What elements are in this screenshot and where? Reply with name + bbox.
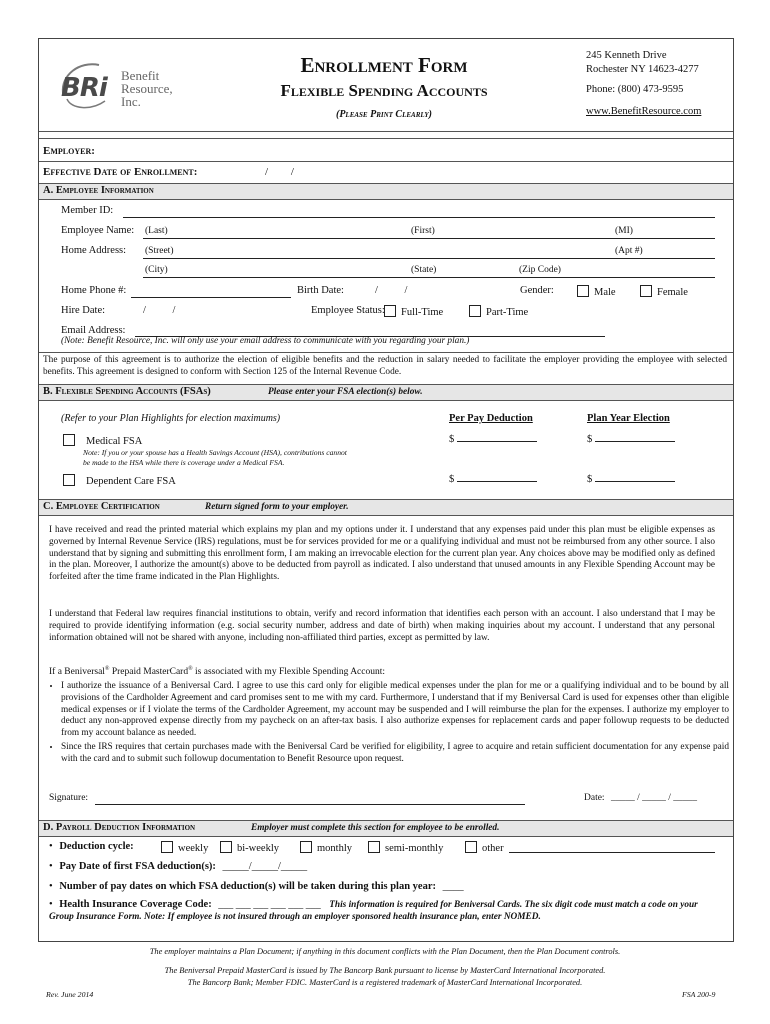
registered-mark: ® — [188, 666, 193, 672]
hicc-row — [49, 899, 715, 923]
deduction-cycle-row — [49, 841, 134, 852]
certification-paragraph-1: I have received and read the printed material which explains my plan and my options under it. I understand that any expenses paid under this plan must be eligible expenses as governed by Internal Revenue Service (IRS) regulations, must be for services provided for me or a qualifying individual and must not be reimbursed from any other source. I also understand that by signing and submitting this enrollment form, I am making an irrevocable election for the current plan year. Any choices above may be modified only as defined in the plan. Moreover, I authorize the amount(s) above to be deducted from payroll as indicated. I also understand that unused amounts in any Flexible Spending Account may be forfeited after the time frame indicated in the Plan Highlights. — [49, 525, 715, 583]
employee-name-label: Employee Name: — [61, 225, 135, 236]
biweekly-checkbox[interactable] — [220, 841, 232, 853]
female-label: Female — [657, 287, 688, 298]
card-terms-list — [49, 681, 729, 768]
section-c-instruction: Return signed form to your employer. — [205, 502, 349, 512]
full-time-checkbox[interactable] — [384, 305, 396, 317]
monthly-option[interactable] — [300, 841, 352, 854]
employee-status-label: Employee Status: — [311, 305, 385, 316]
other-option[interactable] — [465, 841, 504, 854]
deduction-cycle-label: Deduction cycle: — [59, 841, 134, 852]
apt-hint: (Apt #) — [615, 246, 643, 256]
medical-fsa-label: Medical FSA — [86, 436, 143, 447]
section-d-title: D. Payroll Deduction Information — [43, 822, 196, 833]
section-c-header — [39, 499, 733, 516]
plan-year-header: Plan Year Election — [587, 413, 670, 424]
semimonthly-option[interactable] — [368, 841, 443, 854]
hire-date-label: Hire Date: — [61, 305, 106, 316]
last-name-hint: (Last) — [145, 226, 168, 236]
address-line2: Rochester NY 14623-4277 — [586, 64, 699, 75]
medical-fsa-option[interactable] — [63, 434, 142, 447]
full-time-option[interactable] — [384, 305, 443, 318]
election-refer-note: (Refer to your Plan Highlights for election maximums) — [61, 413, 281, 424]
plan-document-note: The employer maintains a Plan Document; if anything in this document conflicts with the Plan Document, then the Plan Document controls. — [149, 947, 621, 956]
certification-paragraph-2: I understand that Federal law requires financial institutions to obtain, verify and record information that identifies each person with an account. I also understand that I may be required to provide identifying information (e.g. social security number, address and date of birth) when making inquiries about my account. I understand that any personal information obtained will not be shared with anyone, including non-affiliated third parties, except as permitted by law. — [49, 609, 715, 643]
address-line1: 245 Kenneth Drive — [586, 50, 667, 61]
section-c-title: C. Employee Certification — [43, 501, 160, 512]
pay-date-label: Pay Date of first FSA deduction(s): — [59, 861, 216, 872]
signature-label: Signature: — [49, 793, 89, 803]
per-pay-header: Per Pay Deduction — [449, 413, 533, 424]
date-sep: / — [172, 305, 176, 316]
date-sep: / — [290, 166, 294, 178]
other-checkbox[interactable] — [465, 841, 477, 853]
form-frame — [38, 38, 734, 942]
form-subtitle: Flexible Spending Accounts — [280, 81, 488, 100]
gender-label: Gender: — [520, 285, 554, 296]
member-id-label: Member ID: — [61, 205, 114, 216]
bullet-dot: • — [49, 899, 53, 910]
section-b-instruction: Please enter your FSA election(s) below. — [268, 387, 423, 397]
header-rule — [39, 131, 733, 132]
hsa-note-line1: Note: If you or your spouse has a Health Savings Account (HSA), contributions cannot — [83, 448, 347, 457]
birth-date-field[interactable] — [375, 285, 407, 296]
pay-date-field[interactable]: _____/_____/_____ — [222, 861, 308, 872]
dollar-sign: $ — [587, 474, 593, 485]
medical-plan-year-field[interactable] — [587, 434, 675, 445]
member-id-field[interactable] — [123, 217, 715, 218]
dollar-sign: $ — [449, 474, 455, 485]
email-label: Email Address: — [61, 325, 126, 336]
card-intro-a: If a Beniversal — [49, 667, 105, 678]
semimonthly-checkbox[interactable] — [368, 841, 380, 853]
num-pay-dates-label: Number of pay dates on which FSA deduction(s) will be taken during this plan year: — [59, 881, 436, 892]
male-option[interactable] — [577, 285, 616, 298]
hicc-label: Health Insurance Coverage Code: — [59, 899, 212, 910]
dollar-sign: $ — [449, 434, 455, 445]
form-title: Enrollment Form — [300, 53, 468, 77]
pay-date-row — [49, 861, 307, 872]
bullet-dot: • — [49, 881, 53, 892]
email-note: (Note: Benefit Resource, Inc. will only use your email address to communicate with you regarding your plan.) — [61, 336, 470, 346]
num-pay-dates-field[interactable]: ____ — [442, 881, 464, 892]
date-sep: / — [143, 305, 146, 316]
female-option[interactable] — [640, 285, 688, 298]
state-hint: (State) — [411, 265, 437, 275]
hsa-note-line2: be made to the HSA while there is coverage under a Medical FSA. — [83, 458, 285, 467]
section-d-instruction: Employer must complete this section for employee to be enrolled. — [251, 823, 500, 833]
logo-line2: Resource, — [121, 81, 173, 96]
logo-line1: Benefit — [121, 68, 160, 83]
part-time-checkbox[interactable] — [469, 305, 481, 317]
card-issuer-note: The Beniversal Prepaid MasterCard is issued by The Bancorp Bank pursuant to license by MasterCard International Incorporated. — [164, 966, 606, 975]
signature-date-field[interactable]: _____ / _____ / _____ — [611, 793, 698, 803]
registered-mark: ® — [104, 666, 110, 672]
medical-per-pay-field[interactable] — [449, 434, 537, 445]
female-checkbox[interactable] — [640, 285, 652, 297]
dollar-sign: $ — [587, 434, 593, 445]
revision-date: Rev. June 2014 — [46, 990, 94, 999]
dependent-care-option[interactable] — [63, 474, 176, 487]
hire-date-field[interactable] — [143, 305, 175, 316]
first-name-hint: (First) — [411, 226, 435, 236]
date-sep: / — [265, 166, 269, 178]
weekly-label: weekly — [178, 843, 209, 854]
card-intro — [49, 666, 385, 677]
website-link[interactable]: www.BenefitResource.com — [586, 106, 702, 117]
weekly-checkbox[interactable] — [161, 841, 173, 853]
weekly-option[interactable] — [161, 841, 208, 854]
purpose-text: The purpose of this agreement is to authorize the election of eligible benefits and the reduction in salary needed to facilitate the employer providing the employee with selected benefits. This agreement is designed to conform with Section 125 of the Internal Revenue Code. — [43, 355, 727, 377]
city-hint: (City) — [145, 265, 168, 275]
hicc-field[interactable]: ___ ___ ___ ___ ___ ___ — [218, 899, 321, 910]
employee-name-field[interactable] — [143, 238, 715, 239]
company-logo — [55, 55, 205, 115]
header-rule-2 — [39, 138, 733, 139]
monthly-checkbox[interactable] — [300, 841, 312, 853]
effective-date-field[interactable] — [265, 166, 294, 178]
date-sep: / — [375, 285, 378, 296]
semimonthly-label: semi-monthly — [385, 843, 444, 854]
signature-field[interactable] — [95, 804, 525, 805]
dependent-per-pay-field[interactable] — [449, 474, 537, 485]
other-label: other — [482, 843, 504, 854]
full-time-label: Full-Time — [401, 307, 444, 318]
section-d-header — [39, 820, 733, 837]
section-a-header — [39, 183, 733, 200]
card-intro-c: is associated with my Flexible Spending Account: — [192, 667, 386, 678]
dependent-plan-year-field[interactable] — [587, 474, 675, 485]
card-term-2: • Since the IRS requires that certain purchases made with the Beniversal Card be verified for eligibility, I agree to acquire and retain sufficient documentation for any expense paid with the card and to submit such followup documentation to Benefit Resource upon request. — [61, 742, 729, 766]
purpose-rule — [39, 352, 733, 353]
card-term-1: • I authorize the issuance of a Beniversal Card. I agree to use this card only for eligible medical expenses under the plan for me or a qualifying individual and to be bound by all provisions of the Cardholder Agreement and card promises sent to me with my card. Furthermore, I understand that if my Beniversal Card is used for expenses other than eligible medical expenses or if I violate the terms of the Cardholder Agreement, my account may be suspended and I will reimburse the plan for the expenses. I authorize my employer to deduct any non-approved expense directly from my paycheck on an after-tax basis. I also authorize expenses for replacement cards and paper followup requests to be deducted from my account balance as needed. — [61, 681, 729, 740]
trademark-note: The Bancorp Bank; Member FDIC. MasterCard is a registered trademark of MasterCard International Incorporated. — [187, 978, 583, 987]
street-field[interactable] — [143, 258, 715, 259]
biweekly-label: bi-weekly — [237, 843, 279, 854]
section-a-title: A. Employee Information — [43, 185, 154, 196]
num-pay-dates-row — [49, 881, 464, 892]
home-phone-label: Home Phone #: — [61, 285, 127, 296]
birth-date-label: Birth Date: — [297, 285, 344, 296]
logo-line3: Inc. — [121, 94, 141, 109]
street-hint: (Street) — [145, 246, 174, 256]
hicc-note: This information is required for Beniversal Cards. The six digit code must match a code on your Group Insurance Form. Note: If employee is not insured through an employer sponsored health insurance plan, enter NOMED. — [49, 900, 698, 922]
section-b-header — [39, 384, 733, 401]
home-phone-field[interactable] — [131, 297, 291, 298]
part-time-option[interactable] — [469, 305, 528, 318]
part-time-label: Part-Time — [486, 307, 529, 318]
logo-mark: BRi — [61, 73, 107, 103]
employer-label: Employer: — [43, 145, 95, 157]
mi-hint: (MI) — [615, 226, 633, 236]
dependent-care-checkbox[interactable] — [63, 474, 75, 486]
date-sep: / — [404, 285, 408, 296]
monthly-label: monthly — [317, 843, 353, 854]
male-label: Male — [594, 287, 616, 298]
print-note: (Please Print Clearly) — [335, 109, 433, 120]
medical-fsa-checkbox[interactable] — [63, 434, 75, 446]
zip-hint: (Zip Code) — [519, 265, 561, 275]
date-label: Date: — [584, 793, 605, 803]
card-intro-b: Prepaid MasterCard — [109, 667, 189, 678]
home-address-label: Home Address: — [61, 245, 127, 256]
bullet-dot: • — [49, 841, 53, 852]
dependent-care-label: Dependent Care FSA — [86, 476, 176, 487]
employer-rule — [39, 161, 733, 162]
phone-number: Phone: (800) 473-9595 — [586, 84, 684, 95]
effective-date-label: Effective Date of Enrollment: — [43, 166, 198, 178]
male-checkbox[interactable] — [577, 285, 589, 297]
bullet-dot: • — [49, 861, 53, 872]
form-number: FSA 200-9 — [682, 990, 716, 999]
biweekly-option[interactable] — [220, 841, 279, 854]
city-field[interactable] — [143, 277, 715, 278]
other-cycle-field[interactable] — [509, 852, 715, 853]
section-b-title: B. Flexible Spending Accounts (FSAs) — [43, 386, 211, 397]
